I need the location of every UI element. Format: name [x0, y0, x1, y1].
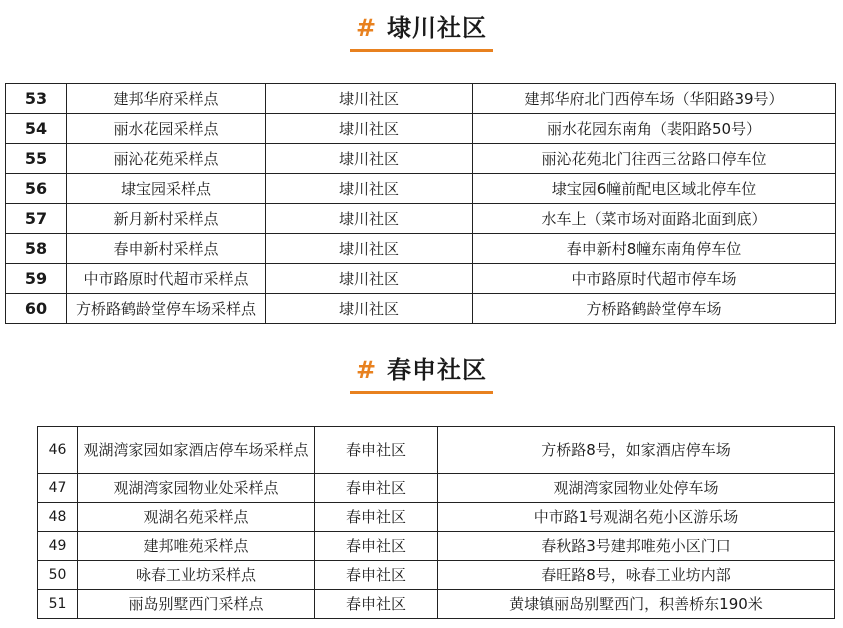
sampling-site-name: 观湖名苑采样点 — [78, 503, 315, 532]
site-location: 中市路原时代超市停车场 — [473, 264, 836, 294]
sampling-site-name: 埭宝园采样点 — [67, 174, 266, 204]
community-name: 埭川社区 — [266, 234, 473, 264]
row-number: 56 — [6, 174, 67, 204]
sampling-sites-table-daichuan — [5, 83, 836, 324]
sampling-site-name: 建邦唯苑采样点 — [78, 532, 315, 561]
table-row — [6, 264, 836, 294]
sampling-site-name: 丽沁花苑采样点 — [67, 144, 266, 174]
sampling-site-name: 观湖湾家园物业处采样点 — [78, 474, 315, 503]
table-row — [38, 474, 835, 503]
table-row — [38, 532, 835, 561]
site-location: 水车上（菜市场对面路北面到底） — [473, 204, 836, 234]
community-name: 埭川社区 — [266, 114, 473, 144]
table-row — [38, 503, 835, 532]
table-row — [6, 294, 836, 324]
sampling-site-name: 咏春工业坊采样点 — [78, 561, 315, 590]
hash-icon: # — [355, 356, 378, 384]
community-name: 埭川社区 — [266, 204, 473, 234]
community-name: 春申社区 — [315, 427, 438, 474]
community-name: 埭川社区 — [266, 84, 473, 114]
table-row — [38, 427, 835, 474]
row-number: 54 — [6, 114, 67, 144]
site-location: 丽水花园东南角（裴阳路50号） — [473, 114, 836, 144]
site-location: 方桥路8号，如家酒店停车场 — [438, 427, 835, 474]
site-location: 观湖湾家园物业处停车场 — [438, 474, 835, 503]
community-name: 春申社区 — [315, 532, 438, 561]
community-name: 埭川社区 — [266, 144, 473, 174]
site-location: 丽沁花苑北门往西三岔路口停车位 — [473, 144, 836, 174]
sampling-site-name: 中市路原时代超市采样点 — [67, 264, 266, 294]
row-number: 59 — [6, 264, 67, 294]
section-title — [350, 13, 493, 52]
row-number: 55 — [6, 144, 67, 174]
section-title-text: 埭川社区 — [387, 14, 488, 42]
section-title-text: 春申社区 — [387, 356, 488, 384]
sampling-site-name: 春申新村采样点 — [67, 234, 266, 264]
row-number: 46 — [38, 427, 78, 474]
table-row — [38, 561, 835, 590]
sampling-site-name: 建邦华府采样点 — [67, 84, 266, 114]
site-location: 埭宝园6幢前配电区域北停车位 — [473, 174, 836, 204]
section-header-chunshen — [0, 355, 843, 394]
sampling-site-name: 新月新村采样点 — [67, 204, 266, 234]
row-number: 58 — [6, 234, 67, 264]
community-name: 春申社区 — [315, 474, 438, 503]
sampling-site-name: 方桥路鹤龄堂停车场采样点 — [67, 294, 266, 324]
site-location: 建邦华府北门西停车场（华阳路39号） — [473, 84, 836, 114]
hash-icon: # — [355, 14, 378, 42]
table-row — [6, 114, 836, 144]
section-header-daichuan — [0, 13, 843, 52]
community-name: 埭川社区 — [266, 294, 473, 324]
sampling-site-name: 丽岛别墅西门采样点 — [78, 590, 315, 619]
community-name: 春申社区 — [315, 590, 438, 619]
row-number: 51 — [38, 590, 78, 619]
row-number: 47 — [38, 474, 78, 503]
sampling-site-name: 丽水花园采样点 — [67, 114, 266, 144]
row-number: 53 — [6, 84, 67, 114]
section-title — [350, 355, 493, 394]
table-row — [6, 234, 836, 264]
table-row — [38, 590, 835, 619]
site-location: 春旺路8号，咏春工业坊内部 — [438, 561, 835, 590]
row-number: 48 — [38, 503, 78, 532]
table-row — [6, 144, 836, 174]
row-number: 60 — [6, 294, 67, 324]
table-row — [6, 174, 836, 204]
site-location: 春秋路3号建邦唯苑小区门口 — [438, 532, 835, 561]
community-name: 埭川社区 — [266, 174, 473, 204]
row-number: 50 — [38, 561, 78, 590]
site-location: 中市路1号观湖名苑小区游乐场 — [438, 503, 835, 532]
sampling-site-name: 观湖湾家园如家酒店停车场采样点 — [78, 427, 315, 474]
table-row — [6, 84, 836, 114]
site-location: 方桥路鹤龄堂停车场 — [473, 294, 836, 324]
site-location: 春申新村8幢东南角停车位 — [473, 234, 836, 264]
community-name: 春申社区 — [315, 503, 438, 532]
site-location: 黄埭镇丽岛别墅西门，积善桥东190米 — [438, 590, 835, 619]
sampling-sites-table-chunshen — [37, 426, 835, 619]
community-name: 埭川社区 — [266, 264, 473, 294]
row-number: 57 — [6, 204, 67, 234]
row-number: 49 — [38, 532, 78, 561]
table-row — [6, 204, 836, 234]
community-name: 春申社区 — [315, 561, 438, 590]
